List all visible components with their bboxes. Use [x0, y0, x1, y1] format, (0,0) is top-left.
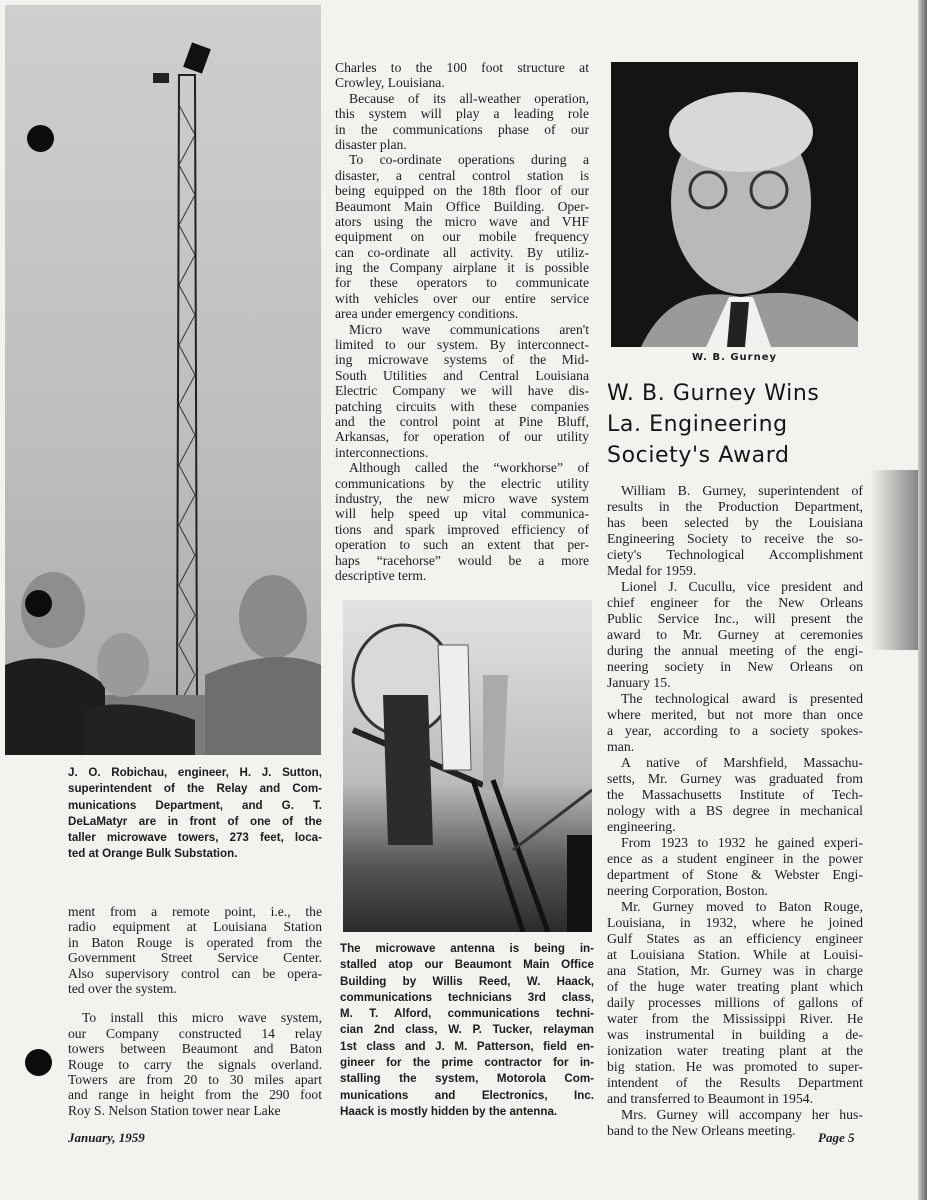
text-line: cian 2nd class, W. P. Tucker, relayman [340, 1023, 594, 1037]
middle-text-column [335, 60, 589, 583]
text-line: Also supervisory control can be opera- [68, 965, 322, 981]
text-line: The technological award is presented [621, 691, 863, 706]
text-line: Because of its all-weather operation, [349, 90, 589, 106]
text-line: during the annual meeting of the engi- [607, 643, 863, 658]
text-line: the Massachusetts Institute of Tech- [607, 787, 863, 802]
text-line: Roy S. Nelson Station tower near Lake [68, 1102, 281, 1118]
text-line: Gulf States as an efficiency engineer [607, 931, 863, 946]
binder-hole [25, 590, 52, 617]
text-line: taller microwave towers, 273 feet, loca- [68, 831, 322, 845]
text-line: ciety's Technological Accomplishment [607, 547, 863, 562]
text-line: daily processes millions of gallons of [607, 995, 863, 1010]
text-line: for these operators to communicate [335, 275, 589, 291]
text-line: with vehicles over our entire service [335, 290, 589, 306]
text-line: ence as a student engineer in the power [607, 851, 863, 866]
text-line: South Utilities and Central Louisiana [335, 367, 589, 383]
text-line: descriptive term. [335, 567, 427, 583]
binder-hole [25, 1049, 52, 1076]
text-line: was instrumental in building a de- [607, 1027, 863, 1042]
tower-photo-caption [68, 765, 322, 863]
text-line: Electric Company we will have dis- [335, 383, 589, 399]
scan-shadow [870, 470, 918, 650]
text-line: big station. He was promoted to super- [607, 1059, 863, 1074]
footer-date: January, 1959 [68, 1130, 145, 1145]
paragraph [335, 60, 589, 91]
text-line: J. O. Robichau, engineer, H. J. Sutton, [68, 766, 322, 779]
text-line: Although called the “workhorse” of [349, 460, 589, 476]
text-line: water from the Mississippi River. He [607, 1011, 863, 1026]
article-body [607, 483, 863, 1139]
text-line: Louisiana, in 1932, where he joined [607, 915, 863, 930]
text-line: William B. Gurney, superintendent of [621, 483, 863, 498]
text-line: ionization water treating plant at the [607, 1043, 863, 1058]
text-line: From 1923 to 1932 he gained experi- [621, 835, 863, 850]
article-headline [607, 378, 819, 471]
text-line: industry, the new micro wave system [335, 490, 589, 506]
paragraph [607, 691, 863, 755]
text-line: nology with a BS degree in mechanical [607, 803, 863, 818]
paragraph [335, 460, 589, 583]
headline-line: Society's Award [607, 443, 790, 468]
text-line: engineering. [607, 819, 676, 834]
text-line: January 15. [607, 675, 671, 690]
text-line: neering society in New Orleans on [607, 659, 863, 674]
text-line: and transferred to Beaumont in 1954. [607, 1091, 814, 1106]
text-line: will help speed up vital communica- [335, 506, 589, 522]
antenna-illustration [343, 600, 592, 932]
text-line: superintendent of the Relay and Com- [68, 782, 322, 796]
text-line: results in the Production Department, [607, 499, 863, 514]
antenna-photo [343, 600, 592, 932]
portrait-caption: W. B. Gurney [691, 352, 778, 363]
text-line: A native of Marshfield, Massachu- [621, 755, 863, 770]
text-line: Government Street Service Center. [68, 950, 322, 966]
headline-line: W. B. Gurney Wins [607, 381, 820, 406]
page-edge [918, 0, 927, 1200]
text-line: Crowley, Louisiana. [335, 75, 445, 91]
text-line: patching circuits with these companies [335, 398, 589, 414]
text-line: ators using the micro wave and VHF [335, 213, 589, 229]
tower-photo [5, 5, 321, 755]
text-line: being equipped on the 18th floor of our [335, 183, 589, 199]
text-line: area under emergency conditions. [335, 306, 519, 322]
text-line: Building by Willis Reed, W. Haack, [340, 974, 594, 988]
paragraph [607, 483, 863, 579]
text-line: at Louisiana Station. While at Louisi- [607, 947, 863, 962]
text-line: disaster, a central control station is [335, 167, 589, 183]
text-line: Towers are from 20 to 30 miles apart [68, 1071, 322, 1087]
text-line: neering Corporation, Boston. [607, 883, 768, 898]
text-line: M. T. Alford, communications techni- [340, 1007, 594, 1021]
text-line: band to the New Orleans meeting. [607, 1123, 796, 1138]
text-line: munications and Electronics, Inc. [340, 1088, 594, 1102]
text-line: Micro wave communications aren't [349, 321, 589, 337]
tower-illustration [5, 5, 321, 755]
text-line: a year, according to a society spokes- [607, 723, 863, 738]
text-line: equipment on our mobile frequency [335, 229, 589, 245]
paragraph [335, 91, 589, 153]
text-line: The microwave antenna is being in- [340, 942, 594, 955]
text-line: Mrs. Gurney will accompany her hus- [621, 1107, 863, 1122]
text-line: our Company constructed 14 relay [68, 1025, 322, 1041]
text-line: and range in height from the 290 foot [68, 1087, 322, 1103]
paragraph [68, 1010, 322, 1118]
text-line: of the huge water treating plant which [607, 979, 863, 994]
text-line: award to Mr. Gurney at ceremonies [607, 627, 863, 642]
text-line: Arkansas, for operation of our utility [335, 429, 589, 445]
text-line: setts, Mr. Gurney was graduated from [607, 771, 863, 786]
text-line: limited to our system. By interconnect- [335, 337, 589, 353]
text-line: Mr. Gurney moved to Baton Rouge, [621, 899, 863, 914]
text-line: in Baton Rouge is operated from the [68, 934, 322, 950]
text-line: Engineering Society to receive the so- [607, 531, 863, 546]
text-line: 1st class and J. M. Patterson, field en- [340, 1039, 594, 1053]
text-line: has been selected by the Louisiana [607, 515, 863, 530]
text-line: ing the Company airplane it is possible [335, 260, 589, 276]
text-line: and the control point at Pine Bluff, [335, 413, 589, 429]
text-line: in the communications phase of our [335, 121, 589, 137]
text-line: communications technicians 3rd class, [340, 990, 594, 1004]
text-line: haps “racehorse” would be a more [335, 552, 589, 568]
paragraph [335, 322, 589, 461]
text-line: Haack is mostly hidden by the antenna. [340, 1104, 558, 1118]
left-text-column [68, 904, 322, 1118]
text-line: stalled atop our Beaumont Main Office [340, 958, 594, 972]
paragraph [607, 835, 863, 899]
text-line: Public Service Inc., will present the [607, 611, 863, 626]
paragraph [335, 152, 589, 321]
text-line: ted at Orange Bulk Substation. [68, 847, 238, 861]
text-line: interconnections. [335, 444, 429, 460]
text-line: ana Station, Mr. Gurney was in charge [607, 963, 863, 978]
text-line: radio equipment at Louisiana Station [68, 919, 322, 935]
text-line: chief engineer for the New Orleans [607, 595, 863, 610]
text-line: Beaumont Main Office Building. Oper- [335, 198, 589, 214]
text-line: intendent of the Results Department [607, 1075, 863, 1090]
paragraph [607, 579, 863, 691]
paragraph [607, 755, 863, 835]
text-line: gineer for the prime contractor for in- [340, 1056, 594, 1070]
gurney-portrait [611, 62, 858, 347]
text-line: where merited, but not more than once [607, 707, 863, 722]
text-line: man. [607, 739, 635, 754]
antenna-photo-caption [340, 941, 594, 1120]
text-line: operation to such an extent that per- [335, 537, 589, 553]
text-line: To install this micro wave system, [82, 1010, 322, 1026]
text-line: ment from a remote point, i.e., the [68, 904, 322, 919]
binder-hole [27, 125, 54, 152]
headline-line: La. Engineering [607, 412, 788, 437]
text-line: DeLaMatyr are in front of one of the [68, 814, 322, 828]
text-line: ing microwave systems of the Mid- [335, 352, 589, 368]
paragraph [68, 904, 322, 996]
text-line: this system will play a leading role [335, 106, 589, 122]
text-line: Medal for 1959. [607, 563, 697, 578]
footer-page-number: Page 5 [818, 1130, 855, 1145]
text-line: towers between Beaumont and Baton [68, 1041, 322, 1057]
text-line: Rouge to carry the signals overland. [68, 1056, 322, 1072]
text-line: ted over the system. [68, 980, 177, 996]
text-line: stalling the system, Motorola Com- [340, 1072, 594, 1086]
text-line: communications by the electric utility [335, 475, 589, 491]
text-line: tions and spark improved efficiency of [335, 521, 589, 537]
text-line: disaster plan. [335, 136, 407, 152]
text-line: can co-ordinate all activity. By utiliz- [335, 244, 589, 260]
text-line: Lionel J. Cucullu, vice president and [621, 579, 863, 594]
portrait-illustration [611, 62, 858, 347]
paragraph [607, 899, 863, 1107]
text-line: department of Stone & Webster Engi- [607, 867, 863, 882]
text-line: To co-ordinate operations during a [349, 152, 589, 168]
text-line: Charles to the 100 foot structure at [335, 60, 589, 75]
text-line: munications Department, and G. T. [68, 798, 322, 812]
